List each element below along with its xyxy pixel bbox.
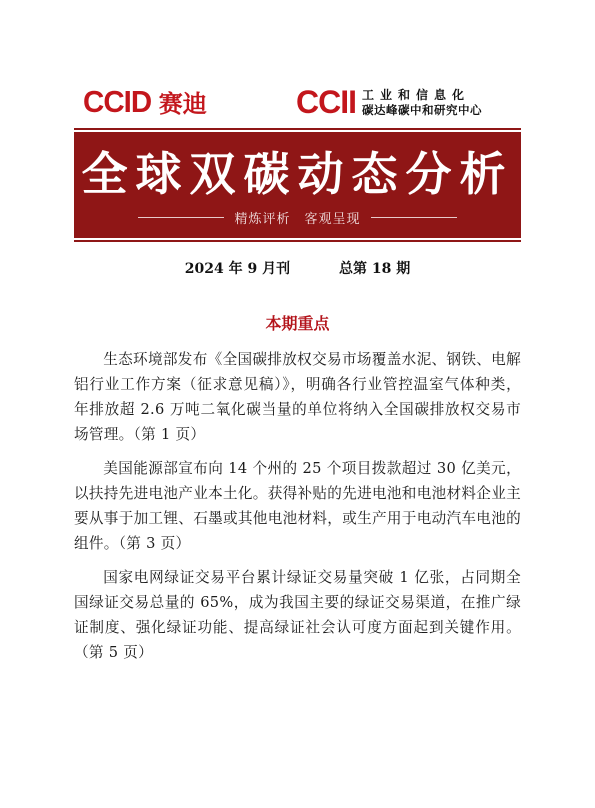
subtitle-right-text: 客观呈现 [304,212,361,227]
highlight-paragraph-3: 国家电网绿证交易平台累计绿证交易量突破 1 亿张，占同期全国绿证交易总量的 65%，成为我国主要的绿证交易渠道，在推广绿证制度、强化绿证功能、提高绿证社会认可度方面起到关键作用。（第 5 页） [74,569,521,661]
ccii-logo-text [362,88,482,118]
highlight-content [74,347,521,674]
subtitle-right-line [371,217,457,218]
ccii-logo-mark: CCII [296,84,356,120]
ccid-logo-cn: 赛迪 [158,90,207,118]
ccii-logo [296,84,482,121]
ccid-logo [83,84,207,120]
header-logos [0,84,595,124]
ccii-line1: 工业和信息化 [362,87,471,102]
highlight-paragraph-1: 生态环境部发布《全国碳排放权交易市场覆盖水泥、钢铁、电解铝行业工作方案（征求意见稿）》，明确各行业管控温室气体种类，年排放超 2.6 万吨二氧化碳当量的单位将纳入全国碳排放权交易市场管理。（第 1 页） [74,351,521,443]
title-banner [74,132,521,238]
highlight-paragraph-2: 美国能源部宣布向 14 个州的 25 个项目拨款超过 30 亿美元，以扶持先进电池产业本土化。获得补贴的先进电池和电池材料企业主要从事于加工锂、石墨或其他电池材料，或生产用于电动汽车电池的组件。（第 3 页） [74,460,521,552]
banner-title: 全球双碳动态分析 [81,147,514,201]
ccid-logo-mark: CCID [83,84,152,119]
subtitle-left-line [138,217,224,218]
banner-subtitle [74,208,521,227]
issue-date: 2024 年 9 月刊 [184,261,291,277]
banner-bottom-rule [74,240,521,242]
highlight-title: 本期重点 [265,314,330,333]
banner-top-rule [74,128,521,130]
issue-number: 总第 18 期 [338,261,411,277]
subtitle-left-text: 精炼评析 [234,212,291,227]
ccii-line2: 碳达峰碳中和研究中心 [362,102,482,117]
issue-info [0,258,595,278]
